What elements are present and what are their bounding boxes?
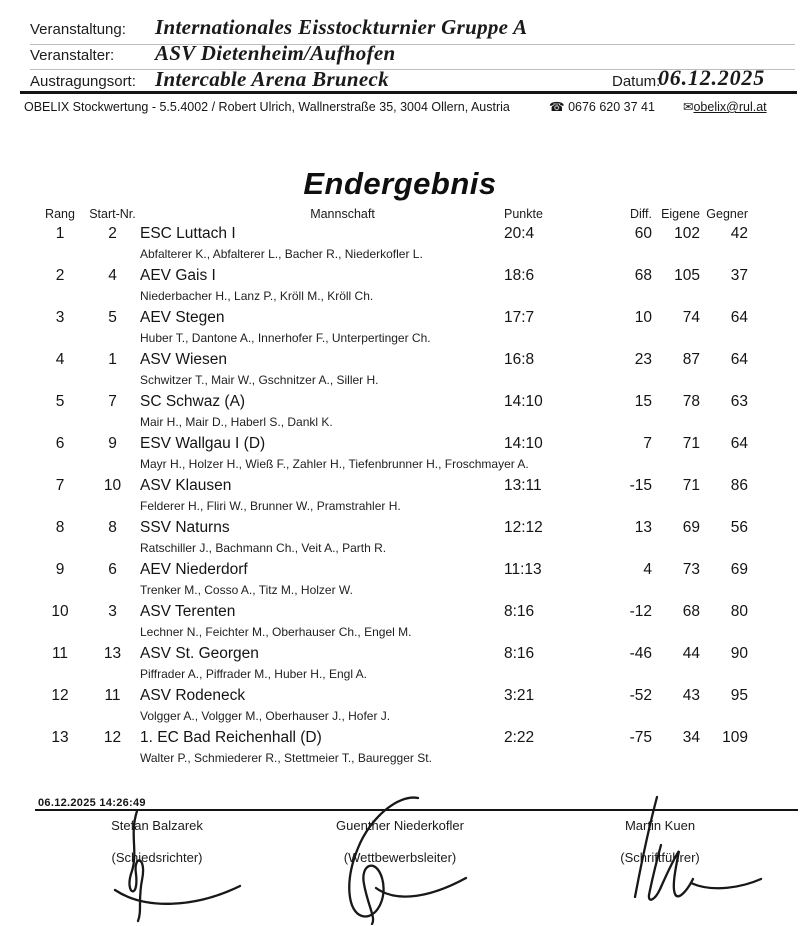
rank-value: 1 <box>55 225 65 242</box>
rank-value: 11 <box>51 645 69 662</box>
gegner-value: 64 <box>730 351 748 368</box>
table-row <box>35 475 750 517</box>
table-row-main <box>35 643 750 665</box>
table-row-main <box>35 307 750 329</box>
column-header-punkte: Punkte <box>504 207 543 221</box>
rank-value: 8 <box>55 519 65 536</box>
column-header-mannschaft: Mannschaft <box>310 207 375 221</box>
signatory-role: (Schiedsrichter) <box>111 850 203 865</box>
points-value: 14:10 <box>504 435 543 452</box>
signatory-name: Stefan Balzarek <box>111 818 203 833</box>
gegner-value: 56 <box>730 519 748 536</box>
field-value-veranstalter: ASV Dietenheim/Aufhofen <box>155 41 396 65</box>
eigene-value: 102 <box>674 225 700 242</box>
signature-schriftfuehrer <box>595 793 775 908</box>
table-row <box>35 643 750 685</box>
table-row <box>35 265 750 307</box>
gegner-value: 64 <box>730 309 748 326</box>
gegner-value: 90 <box>730 645 748 662</box>
eigene-value: 69 <box>682 519 700 536</box>
points-value: 12:12 <box>504 519 543 536</box>
rank-value: 13 <box>51 729 69 746</box>
team-name: ASV Klausen <box>140 477 232 494</box>
signatory-role: (Schriftführer) <box>620 850 700 865</box>
table-row <box>35 433 750 475</box>
diff-value: 13 <box>634 519 652 536</box>
print-timestamp: 06.12.2025 14:26:49 <box>38 797 146 809</box>
field-label-veranstaltung: Veranstaltung: <box>30 21 126 38</box>
diff-value: -46 <box>629 645 652 662</box>
diff-value: 23 <box>634 351 652 368</box>
points-value: 2:22 <box>504 729 535 746</box>
diff-value: -52 <box>629 687 652 704</box>
eigene-value: 105 <box>674 267 700 284</box>
team-name: 1. EC Bad Reichenhall (D) <box>140 729 322 746</box>
phone-number: 0676 620 37 41 <box>568 100 655 114</box>
envelope-icon: ✉ <box>683 100 694 114</box>
table-header-row <box>35 207 750 221</box>
diff-value: -15 <box>629 477 652 494</box>
rank-value: 3 <box>55 309 65 326</box>
players-list: Volgger A., Volgger M., Oberhauser J., Hofer J. <box>140 709 391 723</box>
table-row <box>35 727 750 769</box>
start-nr-value: 7 <box>108 393 117 410</box>
rank-value: 2 <box>55 267 65 284</box>
rank-value: 10 <box>51 603 69 620</box>
rank-value: 6 <box>55 435 65 452</box>
team-name: ESC Luttach I <box>140 225 236 242</box>
gegner-value: 69 <box>730 561 748 578</box>
eigene-value: 44 <box>682 645 700 662</box>
column-header-gegner: Gegner <box>706 207 748 221</box>
players-list: Mair H., Mair D., Haberl S., Dankl K. <box>140 415 333 429</box>
players-list: Niederbacher H., Lanz P., Kröll M., Kröll Ch. <box>140 289 374 303</box>
table-row-main <box>35 349 750 371</box>
results-rows <box>35 223 750 769</box>
date-label: Datum: <box>612 73 661 90</box>
eigene-value: 43 <box>682 687 700 704</box>
gegner-value: 64 <box>730 435 748 452</box>
diff-value: 60 <box>634 225 652 242</box>
table-row-main <box>35 727 750 749</box>
table-row <box>35 601 750 643</box>
table-row <box>35 559 750 601</box>
org-software-line: OBELIX Stockwertung - 5.5.4002 / Robert Ulrich, Wallnerstraße 35, 3004 Ollern, Austria <box>24 100 510 114</box>
table-row-main <box>35 265 750 287</box>
email-address: obelix@rul.at <box>693 100 767 114</box>
start-nr-value: 10 <box>103 477 122 494</box>
header-underline-1 <box>30 44 795 45</box>
players-list: Felderer H., Fliri W., Brunner W., Pramstrahler H. <box>140 499 401 513</box>
field-value-austragungsort: Intercable Arena Bruneck <box>155 67 389 91</box>
signatory-name: Guenther Niederkofler <box>336 818 464 833</box>
phone-block <box>549 99 655 114</box>
players-list: Mayr H., Holzer H., Wieß F., Zahler H., Tiefenbrunner H., Froschmayer A. <box>140 457 529 471</box>
column-header-start-nr: Start-Nr. <box>89 207 136 221</box>
start-nr-value: 13 <box>103 645 122 662</box>
diff-value: 7 <box>643 435 652 452</box>
players-list: Schwitzer T., Mair W., Gschnitzer A., Siller H. <box>140 373 379 387</box>
players-list: Walter P., Schmiederer R., Stettmeier T., Bauregger St. <box>140 751 432 765</box>
start-nr-value: 6 <box>108 561 117 578</box>
team-name: ASV Terenten <box>140 603 236 620</box>
gegner-value: 80 <box>730 603 748 620</box>
team-name: ESV Wallgau I (D) <box>140 435 266 452</box>
team-name: ASV Rodeneck <box>140 687 246 704</box>
gegner-value: 109 <box>722 729 748 746</box>
start-nr-value: 12 <box>103 729 122 746</box>
eigene-value: 71 <box>682 477 700 494</box>
rank-value: 7 <box>55 477 65 494</box>
diff-value: 10 <box>634 309 652 326</box>
start-nr-value: 8 <box>108 519 117 536</box>
signature-schiedsrichter <box>95 808 315 923</box>
team-name: AEV Niederdorf <box>140 561 248 578</box>
team-name: SSV Naturns <box>140 519 230 536</box>
column-header-diff: Diff. <box>630 207 652 221</box>
table-row-main <box>35 685 750 707</box>
points-value: 16:8 <box>504 351 535 368</box>
team-name: ASV Wiesen <box>140 351 228 368</box>
start-nr-value: 5 <box>108 309 117 326</box>
team-name: AEV Stegen <box>140 309 225 326</box>
table-row <box>35 349 750 391</box>
points-value: 11:13 <box>504 561 542 578</box>
points-value: 14:10 <box>504 393 543 410</box>
table-row-main <box>35 391 750 413</box>
points-value: 17:7 <box>504 309 535 326</box>
diff-value: -12 <box>629 603 652 620</box>
eigene-value: 68 <box>682 603 700 620</box>
team-name: ASV St. Georgen <box>140 645 259 662</box>
gegner-value: 37 <box>730 267 748 284</box>
gegner-value: 42 <box>730 225 748 242</box>
table-row <box>35 685 750 727</box>
field-label-veranstalter: Veranstalter: <box>30 47 115 64</box>
rank-value: 12 <box>51 687 69 704</box>
eigene-value: 78 <box>682 393 700 410</box>
signatory-role: (Wettbewerbsleiter) <box>343 850 457 865</box>
start-nr-value: 2 <box>108 225 117 242</box>
gegner-value: 86 <box>730 477 748 494</box>
column-header-rang: Rang <box>45 207 75 221</box>
date-value: 06.12.2025 <box>658 65 765 90</box>
field-label-austragungsort: Austragungsort: <box>30 73 136 90</box>
points-value: 3:21 <box>504 687 535 704</box>
table-row-main <box>35 433 750 455</box>
players-list: Abfalterer K., Abfalterer L., Bacher R., Niederkofler L. <box>140 247 423 261</box>
table-row-main <box>35 223 750 245</box>
diff-value: 15 <box>634 393 652 410</box>
diff-value: 68 <box>634 267 652 284</box>
points-value: 18:6 <box>504 267 535 284</box>
table-row <box>35 307 750 349</box>
points-value: 13:11 <box>504 477 542 494</box>
signature-wettbewerbsleiter <box>318 790 488 925</box>
page-title: Endergebnis <box>303 166 497 201</box>
players-list: Ratschiller J., Bachmann Ch., Veit A., Parth R. <box>140 541 387 555</box>
start-nr-value: 1 <box>108 351 117 368</box>
rank-value: 4 <box>55 351 65 368</box>
signatory-name: Martin Kuen <box>624 818 696 833</box>
eigene-value: 74 <box>682 309 700 326</box>
eigene-value: 34 <box>682 729 700 746</box>
field-value-veranstaltung: Internationales Eisstockturnier Gruppe A <box>155 15 528 39</box>
start-nr-value: 4 <box>108 267 117 284</box>
eigene-value: 73 <box>682 561 700 578</box>
points-value: 8:16 <box>504 645 535 662</box>
table-row-main <box>35 517 750 539</box>
email-block <box>683 99 767 114</box>
start-nr-value: 11 <box>104 687 121 704</box>
header-divider-line <box>20 91 797 94</box>
eigene-value: 87 <box>682 351 700 368</box>
rank-value: 5 <box>55 393 65 410</box>
players-list: Piffrader A., Piffrader M., Huber H., Engl A. <box>140 667 367 681</box>
start-nr-value: 9 <box>108 435 117 452</box>
table-row <box>35 223 750 265</box>
table-row <box>35 517 750 559</box>
eigene-value: 71 <box>682 435 700 452</box>
players-list: Trenker M., Cosso A., Titz M., Holzer W. <box>140 583 353 597</box>
start-nr-value: 3 <box>108 603 117 620</box>
gegner-value: 63 <box>730 393 748 410</box>
table-row-main <box>35 475 750 497</box>
diff-value: -75 <box>629 729 652 746</box>
column-header-eigene: Eigene <box>661 207 700 221</box>
table-row-main <box>35 559 750 581</box>
players-list: Huber T., Dantone A., Innerhofer F., Unterpertinger Ch. <box>140 331 431 345</box>
diff-value: 4 <box>643 561 652 578</box>
phone-icon: ☎ <box>549 100 565 114</box>
players-list: Lechner N., Feichter M., Oberhauser Ch., Engel M. <box>140 625 412 639</box>
team-name: SC Schwaz (A) <box>140 393 246 410</box>
rank-value: 9 <box>55 561 65 578</box>
points-value: 20:4 <box>504 225 535 242</box>
table-row-main <box>35 601 750 623</box>
points-value: 8:16 <box>504 603 535 620</box>
table-row <box>35 391 750 433</box>
gegner-value: 95 <box>730 687 748 704</box>
team-name: AEV Gais I <box>140 267 216 284</box>
